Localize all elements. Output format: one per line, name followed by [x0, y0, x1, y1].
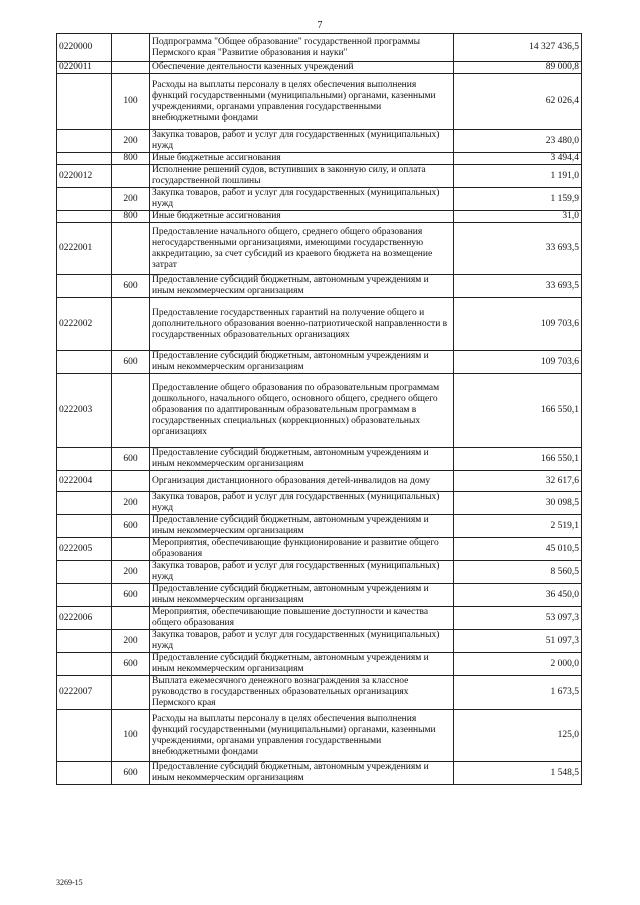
program-code-cell: 0222007: [57, 676, 112, 710]
table-row: [57, 584, 582, 607]
amount-cell: 33 693,5: [454, 275, 582, 298]
amount-cell: 166 550,1: [454, 448, 582, 471]
expense-type-code-cell: [112, 62, 150, 74]
table-row: [57, 165, 582, 188]
program-code-cell: [57, 130, 112, 153]
table-row: [57, 153, 582, 165]
expense-type-code-cell: 600: [112, 515, 150, 538]
expense-type-code-cell: [112, 223, 150, 275]
expense-type-code-cell: 200: [112, 492, 150, 515]
table-row: [57, 515, 582, 538]
program-code-cell: [57, 492, 112, 515]
table-row: [57, 630, 582, 653]
description-cell: Предоставление субсидий бюджетным, автономным учреждениям и иным некоммерческим организациям: [150, 351, 454, 374]
description-cell: Выплата ежемесячного денежного вознаграждения за классное руководство в государственных образовательных организациях Пермского края: [150, 676, 454, 710]
description-cell: Расходы на выплаты персоналу в целях обеспечения выполнения функций государственными (муниципальными) органами, казенными учреждениями, органами управления государственными внебюджетными фондами: [150, 74, 454, 130]
description-cell: Подпрограмма "Общее образование" государственной программы Пермского края "Развитие образования и науки": [150, 34, 454, 62]
table-row: [57, 298, 582, 351]
program-code-cell: [57, 630, 112, 653]
program-code-cell: 0222003: [57, 374, 112, 448]
amount-cell: 62 026,4: [454, 74, 582, 130]
table-row: [57, 762, 582, 785]
description-cell: Исполнение решений судов, вступивших в законную силу, и оплата государственной пошлины: [150, 165, 454, 188]
description-cell: Мероприятия, обеспечивающие повышение доступности и качества общего образования: [150, 607, 454, 630]
table-row: [57, 74, 582, 130]
amount-cell: 36 450,0: [454, 584, 582, 607]
table-row: [57, 710, 582, 762]
budget-table: [56, 33, 582, 785]
amount-cell: 1 159,9: [454, 188, 582, 211]
program-code-cell: [57, 515, 112, 538]
amount-cell: 8 560,5: [454, 561, 582, 584]
description-cell: Иные бюджетные ассигнования: [150, 153, 454, 165]
expense-type-code-cell: 600: [112, 448, 150, 471]
expense-type-code-cell: 100: [112, 74, 150, 130]
expense-type-code-cell: [112, 676, 150, 710]
expense-type-code-cell: 100: [112, 710, 150, 762]
table-row: [57, 374, 582, 448]
description-cell: Закупка товаров, работ и услуг для государственных (муниципальных) нужд: [150, 188, 454, 211]
program-code-cell: 0222005: [57, 538, 112, 561]
expense-type-code-cell: 200: [112, 561, 150, 584]
program-code-cell: [57, 74, 112, 130]
program-code-cell: 0222001: [57, 223, 112, 275]
amount-cell: 166 550,1: [454, 374, 582, 448]
expense-type-code-cell: 200: [112, 188, 150, 211]
table-row: [57, 653, 582, 676]
description-cell: Мероприятия, обеспечивающие функционирование и развитие общего образования: [150, 538, 454, 561]
program-code-cell: 0220012: [57, 165, 112, 188]
expense-type-code-cell: [112, 34, 150, 62]
description-cell: Закупка товаров, работ и услуг для государственных (муниципальных) нужд: [150, 130, 454, 153]
expense-type-code-cell: [112, 471, 150, 492]
description-cell: Закупка товаров, работ и услуг для государственных (муниципальных) нужд: [150, 630, 454, 653]
amount-cell: 30 098,5: [454, 492, 582, 515]
description-cell: Иные бюджетные ассигнования: [150, 211, 454, 223]
expense-type-code-cell: [112, 165, 150, 188]
amount-cell: 23 480,0: [454, 130, 582, 153]
description-cell: Предоставление начального общего, среднего общего образования негосударственными организациями, имеющими государственную аккредитацию, за счет субсидий из краевого бюджета на возмещение затрат: [150, 223, 454, 275]
expense-type-code-cell: 200: [112, 130, 150, 153]
table-row: [57, 448, 582, 471]
description-cell: Предоставление субсидий бюджетным, автономным учреждениям и иным некоммерческим организациям: [150, 762, 454, 785]
expense-type-code-cell: 200: [112, 630, 150, 653]
amount-cell: 89 000,8: [454, 62, 582, 74]
expense-type-code-cell: [112, 298, 150, 351]
amount-cell: 33 693,5: [454, 223, 582, 275]
expense-type-code-cell: [112, 374, 150, 448]
table-row: [57, 130, 582, 153]
description-cell: Обеспечение деятельности казенных учреждений: [150, 62, 454, 74]
expense-type-code-cell: 600: [112, 762, 150, 785]
amount-cell: 2 000,0: [454, 653, 582, 676]
table-row: [57, 34, 582, 62]
table-row: [57, 492, 582, 515]
page-number: 7: [317, 20, 323, 31]
table-row: [57, 223, 582, 275]
program-code-cell: [57, 762, 112, 785]
description-cell: Предоставление государственных гарантий на получение общего и дополнительного образования военно-патриотической направленности в государственных образовательных организациях: [150, 298, 454, 351]
expense-type-code-cell: [112, 538, 150, 561]
table-row: [57, 62, 582, 74]
description-cell: Расходы на выплаты персоналу в целях обеспечения выполнения функций государственными (муниципальными) органами, казенными учреждениями, органами управления государственными внебюджетными фондами: [150, 710, 454, 762]
amount-cell: 109 703,6: [454, 351, 582, 374]
expense-type-code-cell: 600: [112, 653, 150, 676]
document-footer-code: 3269-15: [56, 878, 83, 887]
expense-type-code-cell: 800: [112, 211, 150, 223]
program-code-cell: [57, 153, 112, 165]
amount-cell: 31,0: [454, 211, 582, 223]
expense-type-code-cell: 600: [112, 351, 150, 374]
program-code-cell: 0220000: [57, 34, 112, 62]
program-code-cell: [57, 275, 112, 298]
program-code-cell: [57, 351, 112, 374]
table-row: [57, 211, 582, 223]
description-cell: Предоставление субсидий бюджетным, автономным учреждениям и иным некоммерческим организациям: [150, 515, 454, 538]
amount-cell: 1 673,5: [454, 676, 582, 710]
expense-type-code-cell: 800: [112, 153, 150, 165]
description-cell: Организация дистанционного образования детей-инвалидов на дому: [150, 471, 454, 492]
program-code-cell: [57, 584, 112, 607]
description-cell: Предоставление субсидий бюджетным, автономным учреждениям и иным некоммерческим организациям: [150, 448, 454, 471]
expense-type-code-cell: 600: [112, 584, 150, 607]
amount-cell: 1 191,0: [454, 165, 582, 188]
amount-cell: 2 519,1: [454, 515, 582, 538]
table-row: [57, 538, 582, 561]
description-cell: Предоставление субсидий бюджетным, автономным учреждениям и иным некоммерческим организациям: [150, 653, 454, 676]
budget-table-body: [57, 34, 582, 785]
amount-cell: 1 548,5: [454, 762, 582, 785]
table-row: [57, 275, 582, 298]
expense-type-code-cell: 600: [112, 275, 150, 298]
description-cell: Закупка товаров, работ и услуг для государственных (муниципальных) нужд: [150, 561, 454, 584]
amount-cell: 53 097,3: [454, 607, 582, 630]
amount-cell: 125,0: [454, 710, 582, 762]
table-row: [57, 471, 582, 492]
program-code-cell: 0222006: [57, 607, 112, 630]
program-code-cell: [57, 188, 112, 211]
amount-cell: 3 494,4: [454, 153, 582, 165]
description-cell: Предоставление общего образования по образовательным программам дошкольного, начального общего, основного общего, среднего общего образования по адаптированным образовательным программам в государственных специальных (коррекционных) образовательных организациях: [150, 374, 454, 448]
expense-type-code-cell: [112, 607, 150, 630]
table-row: [57, 676, 582, 710]
program-code-cell: [57, 561, 112, 584]
program-code-cell: 0220011: [57, 62, 112, 74]
program-code-cell: 0222002: [57, 298, 112, 351]
program-code-cell: [57, 211, 112, 223]
description-cell: Закупка товаров, работ и услуг для государственных (муниципальных) нужд: [150, 492, 454, 515]
amount-cell: 109 703,6: [454, 298, 582, 351]
table-row: [57, 607, 582, 630]
amount-cell: 14 327 436,5: [454, 34, 582, 62]
table-row: [57, 351, 582, 374]
program-code-cell: 0222004: [57, 471, 112, 492]
amount-cell: 45 010,5: [454, 538, 582, 561]
description-cell: Предоставление субсидий бюджетным, автономным учреждениям и иным некоммерческим организациям: [150, 275, 454, 298]
program-code-cell: [57, 448, 112, 471]
description-cell: Предоставление субсидий бюджетным, автономным учреждениям и иным некоммерческим организациям: [150, 584, 454, 607]
table-row: [57, 188, 582, 211]
program-code-cell: [57, 653, 112, 676]
program-code-cell: [57, 710, 112, 762]
table-row: [57, 561, 582, 584]
amount-cell: 32 617,6: [454, 471, 582, 492]
amount-cell: 51 097,3: [454, 630, 582, 653]
